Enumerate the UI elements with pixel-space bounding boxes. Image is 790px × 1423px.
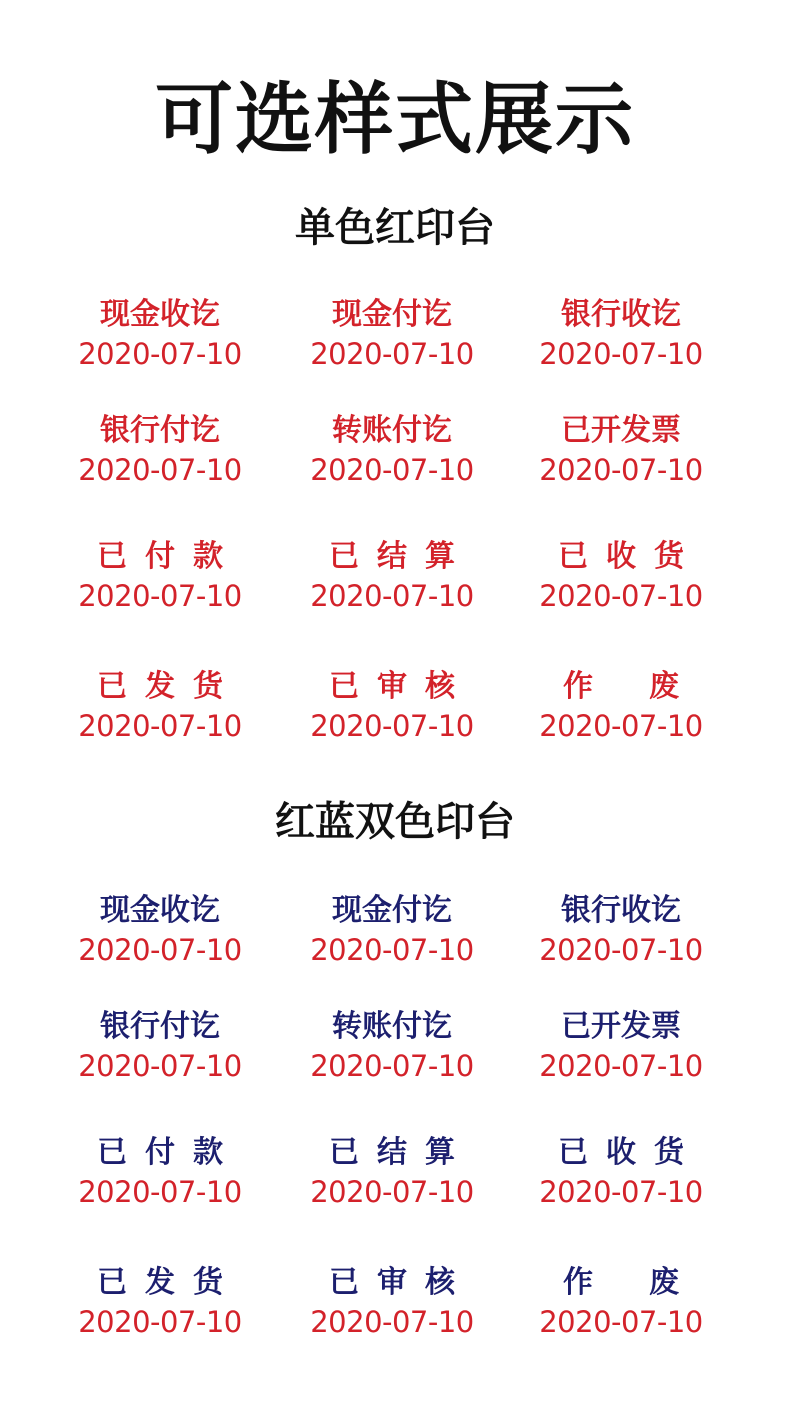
stamp-date: 2020-07-10 [310, 453, 474, 487]
stamp-text: 已审核 [329, 1265, 473, 1300]
stamp-text: 已收货 [558, 1135, 702, 1170]
stamp-date: 2020-07-10 [310, 1305, 474, 1339]
stamp-transfer-paid [277, 413, 507, 487]
stamp-goods-received [506, 539, 736, 613]
stamp-reviewed [277, 1265, 507, 1339]
stamp-text: 已结算 [329, 539, 473, 574]
stamp-shipped [45, 1265, 275, 1339]
stamp-text: 作废 [563, 669, 735, 704]
stamp-date: 2020-07-10 [539, 1049, 703, 1083]
stamp-date: 2020-07-10 [310, 1049, 474, 1083]
stamp-date: 2020-07-10 [539, 453, 703, 487]
stamp-paid [45, 1135, 275, 1209]
stamp-date: 2020-07-10 [78, 453, 242, 487]
stamp-paid [45, 539, 275, 613]
stamp-text: 转账付讫 [332, 1009, 452, 1044]
stamp-date: 2020-07-10 [539, 337, 703, 371]
stamp-text: 已付款 [97, 539, 241, 574]
stamp-date: 2020-07-10 [539, 933, 703, 967]
stamp-shipped [45, 669, 275, 743]
stamp-invoice-issued [506, 413, 736, 487]
stamp-date: 2020-07-10 [78, 709, 242, 743]
stamp-date: 2020-07-10 [78, 1049, 242, 1083]
stamp-text: 现金收讫 [100, 297, 220, 332]
stamp-bank-paid [45, 413, 275, 487]
stamp-date: 2020-07-10 [539, 1305, 703, 1339]
stamp-text: 已审核 [329, 669, 473, 704]
stamp-transfer-paid [277, 1009, 507, 1083]
stamp-text: 作废 [563, 1265, 735, 1300]
stamp-text: 现金收讫 [100, 893, 220, 928]
stamp-date: 2020-07-10 [310, 933, 474, 967]
stamp-void [506, 1265, 736, 1339]
stamp-void [506, 669, 736, 743]
stamp-date: 2020-07-10 [539, 1175, 703, 1209]
stamp-cash-paid [277, 893, 507, 967]
stamp-bank-received [506, 297, 736, 371]
stamp-date: 2020-07-10 [310, 579, 474, 613]
stamp-date: 2020-07-10 [78, 337, 242, 371]
stamp-date: 2020-07-10 [78, 933, 242, 967]
stamp-text: 银行付讫 [100, 413, 220, 448]
stamp-date: 2020-07-10 [539, 579, 703, 613]
stamp-text: 已开发票 [561, 413, 681, 448]
stamp-text: 已发货 [97, 1265, 241, 1300]
stamp-cash-received [45, 297, 275, 371]
stamp-cash-received [45, 893, 275, 967]
stamp-cash-paid [277, 297, 507, 371]
stamp-bank-paid [45, 1009, 275, 1083]
stamp-invoice-issued [506, 1009, 736, 1083]
section-title-red-blue: 红蓝双色印台 [275, 799, 515, 845]
stamp-goods-received [506, 1135, 736, 1209]
stamp-date: 2020-07-10 [310, 709, 474, 743]
section-title-single-red: 单色红印台 [295, 205, 495, 251]
stamp-date: 2020-07-10 [310, 337, 474, 371]
stamp-text: 现金付讫 [332, 893, 452, 928]
stamp-text: 已收货 [558, 539, 702, 574]
stamp-settled [277, 539, 507, 613]
stamp-text: 银行付讫 [100, 1009, 220, 1044]
stamp-text: 银行收讫 [561, 297, 681, 332]
stamp-text: 已发货 [97, 669, 241, 704]
stamp-reviewed [277, 669, 507, 743]
stamp-text: 已结算 [329, 1135, 473, 1170]
stamp-date: 2020-07-10 [78, 579, 242, 613]
page-title: 可选样式展示 [154, 75, 635, 165]
stamp-settled [277, 1135, 507, 1209]
stamp-date: 2020-07-10 [78, 1305, 242, 1339]
stamp-date: 2020-07-10 [78, 1175, 242, 1209]
stamp-text: 银行收讫 [561, 893, 681, 928]
stamp-text: 已付款 [97, 1135, 241, 1170]
stamp-text: 现金付讫 [332, 297, 452, 332]
stamp-bank-received [506, 893, 736, 967]
stamp-text: 转账付讫 [332, 413, 452, 448]
stamp-text: 已开发票 [561, 1009, 681, 1044]
stamp-date: 2020-07-10 [310, 1175, 474, 1209]
stamp-date: 2020-07-10 [539, 709, 703, 743]
